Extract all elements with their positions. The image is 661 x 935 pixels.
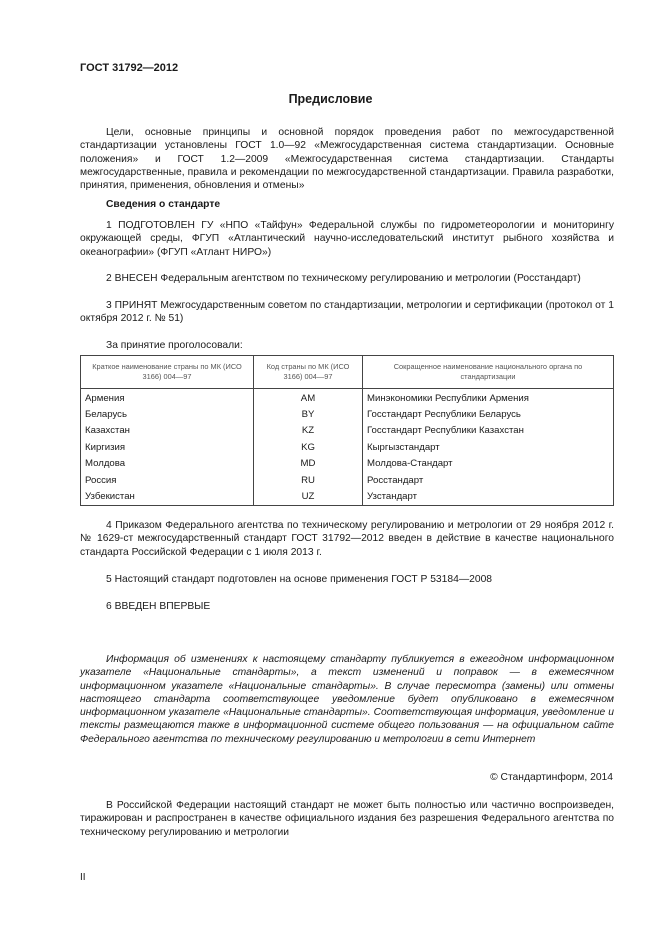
table-row xyxy=(81,389,614,407)
table-cell-code: KZ xyxy=(254,423,363,439)
table-header-code: Код страны по МК (ИСО 3166) 004—97 xyxy=(254,356,363,389)
table-cell-code: AM xyxy=(254,389,363,407)
table-cell-code: BY xyxy=(254,406,363,422)
table-row xyxy=(81,423,614,439)
vote-label: За принятие проголосовали: xyxy=(106,340,243,351)
table-cell-country: Молдова xyxy=(81,456,254,472)
item-5-paragraph: 5 Настоящий стандарт подготовлен на основе применения ГОСТ Р 53184—2008 xyxy=(106,574,493,585)
document-header: ГОСТ 31792—2012 xyxy=(80,62,179,74)
section-subheading: Сведения о стандарте xyxy=(106,199,221,210)
table-cell-country: Беларусь xyxy=(81,406,254,422)
table-row xyxy=(81,439,614,455)
table-row xyxy=(81,456,614,472)
item-2-paragraph: 2 ВНЕСЕН Федеральным агентством по техническому регулированию и метрологии (Росстандарт) xyxy=(106,273,581,284)
table-header-country: Краткое наименование страны по МК (ИСО 3166) 004—97 xyxy=(81,356,254,389)
table-row xyxy=(81,406,614,422)
reproduction-notice: В Российской Федерации настоящий стандарт не может быть полностью или частично воспроизведен, тиражирован и распространен в качестве официального издания без разрешения Федерального агентства по техническому регулированию и метрологии xyxy=(80,800,614,838)
table-cell-body: Кыргызстандарт xyxy=(363,439,614,455)
intro-paragraph: Цели, основные принципы и основной порядок проведения работ по межгосударственной стандартизации установлены ГОСТ 1.0—92 «Межгосударственная система стандартизации. Основные положения» и ГОСТ 1.2—2009 «Межгосударственная система стандартизации. Стандарты межгосударственные, правила и рекомендации по межгосударственной стандартизации. Правила разработки, принятия, применения, обновления и отмены» xyxy=(80,127,614,192)
table-cell-country: Армения xyxy=(81,389,254,407)
voting-table xyxy=(80,355,614,506)
table-header-body: Сокращенное наименование национального органа по стандартизации xyxy=(363,356,614,389)
item-4-paragraph: 4 Приказом Федерального агентства по техническому регулированию и метрологии от 29 ноября 2012 г. № 1629-ст межгосударственный стандарт ГОСТ 31792—2012 введен в действие в качестве национального стандарта Российской Федерации с 1 июля 2013 г. xyxy=(80,520,614,558)
table-cell-code: KG xyxy=(254,439,363,455)
table-cell-body: Госстандарт Республики Беларусь xyxy=(363,406,614,422)
copyright-notice: © Стандартинформ, 2014 xyxy=(490,772,613,783)
table-cell-body: Молдова-Стандарт xyxy=(363,456,614,472)
page-number: II xyxy=(80,872,86,883)
table-row xyxy=(81,472,614,488)
table-cell-body: Госстандарт Республики Казахстан xyxy=(363,423,614,439)
table-cell-country: Киргизия xyxy=(81,439,254,455)
table-header-row xyxy=(81,356,614,389)
info-notice-paragraph: Информация об изменениях к настоящему стандарту публикуется в ежегодном информационном указателе «Национальные стандарты», а текст изменений и поправок — в ежемесячном информационном указателе «Национальные стандарты». В случае пересмотра (замены) или отмены настоящего стандарта соответствующее уведомление будет опубликовано в ежемесячном информационном указателе «Национальные стандарты». Соответствующая информация, уведомление и тексты размещаются также в информационной системе общего пользования — на официальном сайте Федерального агентства по техническому регулированию и метрологии в сети Интернет xyxy=(80,654,614,745)
item-1-paragraph: 1 ПОДГОТОВЛЕН ГУ «НПО «Тайфун» Федеральной службы по гидрометеорологии и мониторингу окружающей среды, ФГУП «Атлантический научно-исследовательский институт рыбного хозяйства и океанографии» (ФГУП «Атлант НИРО») xyxy=(80,220,614,258)
table-cell-body: Росстандарт xyxy=(363,472,614,488)
table-cell-country: Казахстан xyxy=(81,423,254,439)
table-cell-country: Узбекистан xyxy=(81,488,254,505)
item-6-paragraph: 6 ВВЕДЕН ВПЕРВЫЕ xyxy=(106,601,211,612)
table-cell-code: MD xyxy=(254,456,363,472)
table-cell-body: Минэкономики Республики Армения xyxy=(363,389,614,407)
page-title: Предисловие xyxy=(288,92,373,106)
table-cell-code: RU xyxy=(254,472,363,488)
table-row xyxy=(81,488,614,505)
item-3-paragraph: 3 ПРИНЯТ Межгосударственным советом по стандартизации, метрологии и сертификации (протокол от 1 октября 2012 г. № 51) xyxy=(80,300,614,325)
table-cell-country: Россия xyxy=(81,472,254,488)
table-cell-body: Узстандарт xyxy=(363,488,614,505)
table-cell-code: UZ xyxy=(254,488,363,505)
